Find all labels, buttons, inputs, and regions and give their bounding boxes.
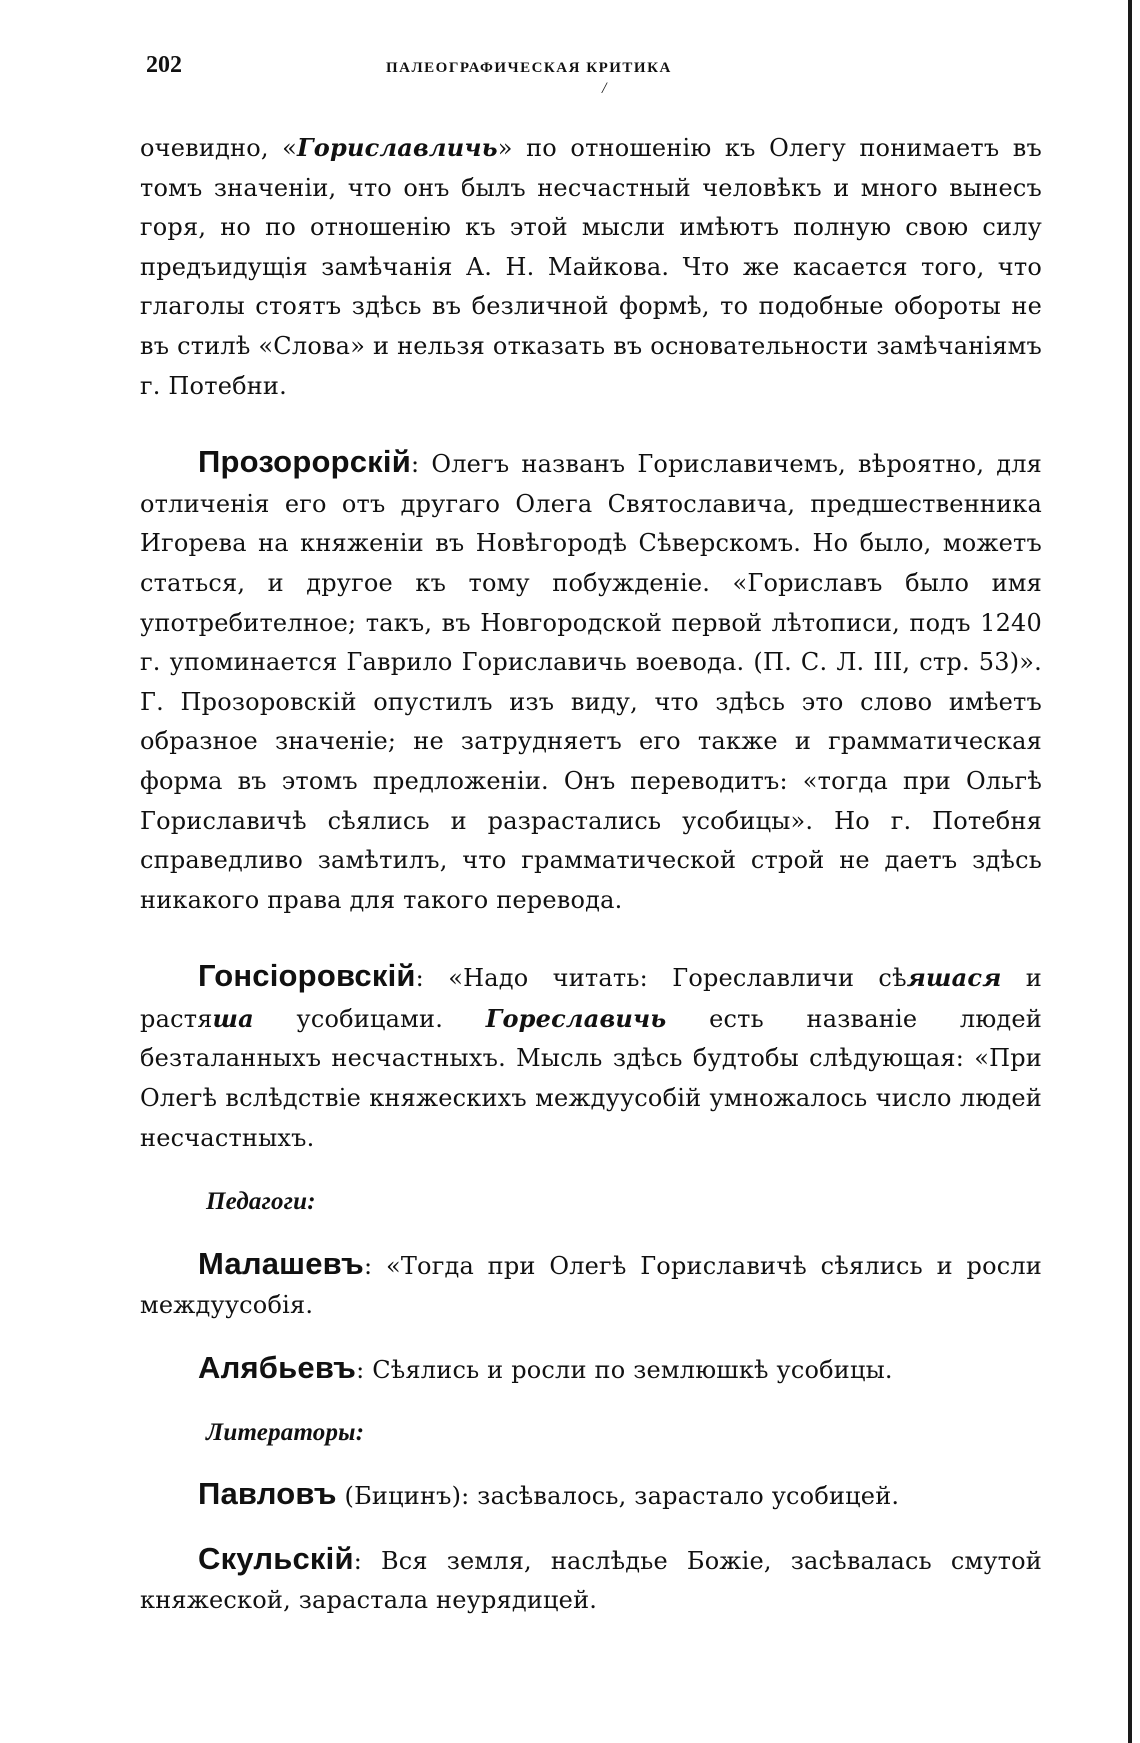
intro-text-start: очевидно, « <box>140 134 298 162</box>
skulsky-text: : Вся земля, наслѣдье Божіе, засѣвалась смутой княжеской, зарастала неурядицей. <box>140 1546 1042 1615</box>
group-heading-literators: Литераторы: <box>206 1418 365 1446</box>
book-page <box>140 52 1042 1621</box>
malashev-entry <box>140 1244 1042 1326</box>
author-name-gonsiorovsky: Гонсіоровскій <box>198 958 416 994</box>
author-name-prozorovsky: Прозорорскій <box>198 444 411 480</box>
page-edge-rule <box>1128 0 1132 1743</box>
author-name-skulsky: Скульскій <box>198 1540 354 1576</box>
gonsiorovsky-text-1: : «Надо читать: Гореславличи сѣ <box>415 964 907 993</box>
page-number: 202 <box>146 52 182 78</box>
prozorovsky-text: : Олегъ названъ Гориславичемъ, вѣроятно, для отличенія его отъ другаго Олега Святославича, предшественника Игорева на княженіи въ Новѣгородѣ Сѣверскомъ. Но было, можетъ статься, и другое къ тому побужденіе. «Гориславъ было имя употребителное; такъ, въ Новгородской первой лѣтописи, подъ 1240 г. упоминается Гаврило Гориславичь воевода. (П. С. Л. III, стр. 53)». Г. Прозоровскій опустилъ изъ виду, что здѣсь это слово имѣетъ образное значеніе; не затрудняетъ его также и грамматическая форма въ этомъ предложеніи. Онъ переводитъ: «тогда при Ольгѣ Гориславичѣ сѣялись и разрастались усобицы». Но г. Потебня справедливо замѣтилъ, что грамматической строй не даетъ здѣсь никакого права для такого перевода. <box>140 450 1042 914</box>
print-mark: / <box>602 80 607 97</box>
group-heading-pedagogues: Педагоги: <box>206 1188 316 1216</box>
skulsky-entry <box>140 1539 1042 1621</box>
gonsiorovsky-italic-3: Гореславичь <box>485 1003 667 1033</box>
gonsiorovsky-text-4: есть названіе людей безталанныхъ несчастныхъ. Мысль здѣсь будтобы слѣдующая: «При Олегѣ вслѣдствіе княжескихъ междуусобій умножалось число людей несчастныхъ. <box>140 1004 1042 1152</box>
gonsiorovsky-text-3: усобицами. <box>253 1004 486 1033</box>
alyabyev-text: : Сѣялись и росли по землюшкѣ усобицы. <box>356 1356 893 1385</box>
gonsiorovsky-entry <box>140 956 1042 1158</box>
author-name-pavlov: Павловъ <box>198 1476 337 1512</box>
prozorovsky-entry <box>140 442 1042 920</box>
gonsiorovsky-italic-2: ша <box>212 1003 254 1033</box>
gonsiorovsky-italic-1: яшася <box>906 963 1002 993</box>
intro-paragraph <box>140 128 1042 406</box>
term-gorislavlich: Гориславличь <box>297 133 498 162</box>
author-name-alyabyev: Алябьевъ <box>198 1350 357 1386</box>
gonsiorovsky-text-2: и растя <box>140 964 1042 1033</box>
author-name-malashev: Малашевъ <box>198 1245 364 1281</box>
alyabyev-entry <box>140 1348 1042 1391</box>
pavlov-text: (Бицинъ): засѣвалось, зарастало усобицей. <box>336 1482 900 1511</box>
pavlov-entry <box>140 1474 1042 1517</box>
running-head <box>140 52 1042 97</box>
malashev-text: : «Тогда при Олегѣ Гориславичѣ сѣялись и росли междуусобія. <box>140 1251 1042 1320</box>
running-title: ПАЛЕОГРАФИЧЕСКАЯ КРИТИКА <box>386 60 672 76</box>
intro-text-rest: » по отношенію къ Олегу понимаетъ въ томъ значеніи, что онъ былъ несчастный человѣкъ и много вынесъ горя, но по отношенію къ этой мысли имѣютъ полную свою силу предъидущія замѣчанія А. Н. Майкова. Что же касается того, что глаголы стоятъ здѣсь въ безличной формѣ, то подобные обороты не въ стилѣ «Слова» и нельзя отказать въ основательности замѣчаніямъ г. Потебни. <box>140 134 1042 400</box>
